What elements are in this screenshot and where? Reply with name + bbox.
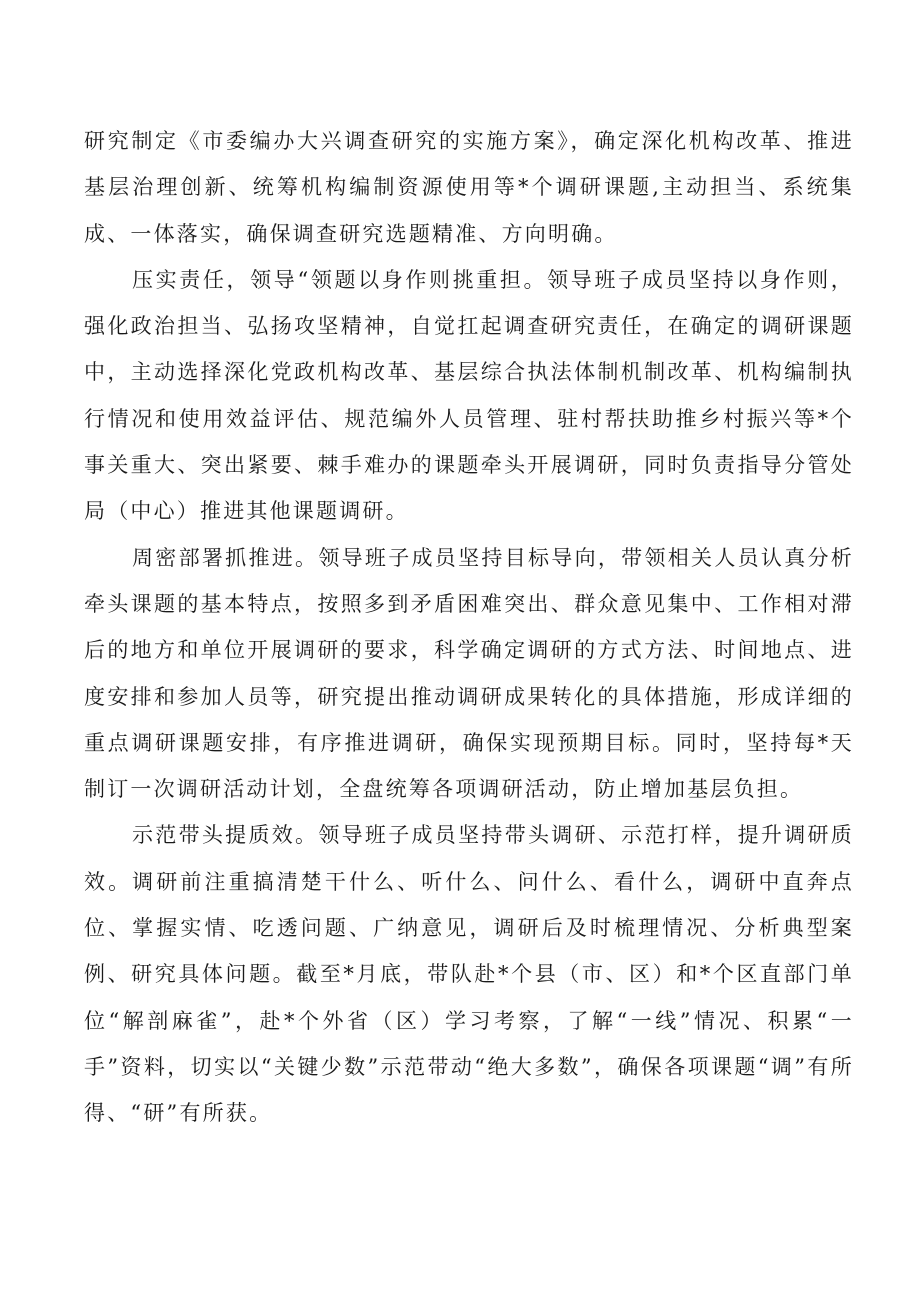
paragraph-2: 压实责任，领导“领题以身作则挑重担。领导班子成员坚持以身作则，强化政治担当、弘扬攻坚精神，自觉扛起调查研究责任，在确定的调研课题中，主动选择深化党政机构改革、基层综合执法体制机制改革、机构编制执行情况和使用效益评估、规范编外人员管理、驻村帮扶助推乡村振兴等*个事关重大、突出紧要、棘手难办的课题牵头开展调研，同时负责指导分管处局（中心）推进其他课题调研。	[84, 267, 854, 524]
paragraph-3: 周密部署抓推进。领导班子成员坚持目标导向，带领相关人员认真分析牵头课题的基本特点，按照多到矛盾困难突出、群众意见集中、工作相对滞后的地方和单位开展调研的要求，科学确定调研的方式方法、时间地点、进度安排和参加人员等，研究提出推动调研成果转化的具体措施，形成详细的重点调研课题安排，有序推进调研，确保实现预期目标。同时，坚持每*天制订一次调研活动计划，全盘统筹各项调研活动，防止增加基层负担。	[84, 545, 854, 802]
paragraph-1: 研究制定《市委编办大兴调查研究的实施方案》，确定深化机构改革、推进基层治理创新、统筹机构编制资源使用等*个调研课题,主动担当、系统集成、一体落实，确保调查研究选题精准、方向明确。	[84, 129, 854, 246]
paragraph-4: 示范带头提质效。领导班子成员坚持带头调研、示范打样，提升调研质效。调研前注重搞清楚干什么、听什么、问什么、看什么，调研中直奔点位、掌握实情、吃透问题、广纳意见，调研后及时梳理情况、分析典型案例、研究具体问题。截至*月底，带队赴*个县（市、区）和*个区直部门单位“解剖麻雀”，赴*个外省（区）学习考察，了解“一线”情况、积累“一手”资料，切实以“关键少数”示范带动“绝大多数”，确保各项课题“调”有所得、“研”有所获。	[84, 823, 854, 1126]
document-body	[84, 118, 854, 1137]
